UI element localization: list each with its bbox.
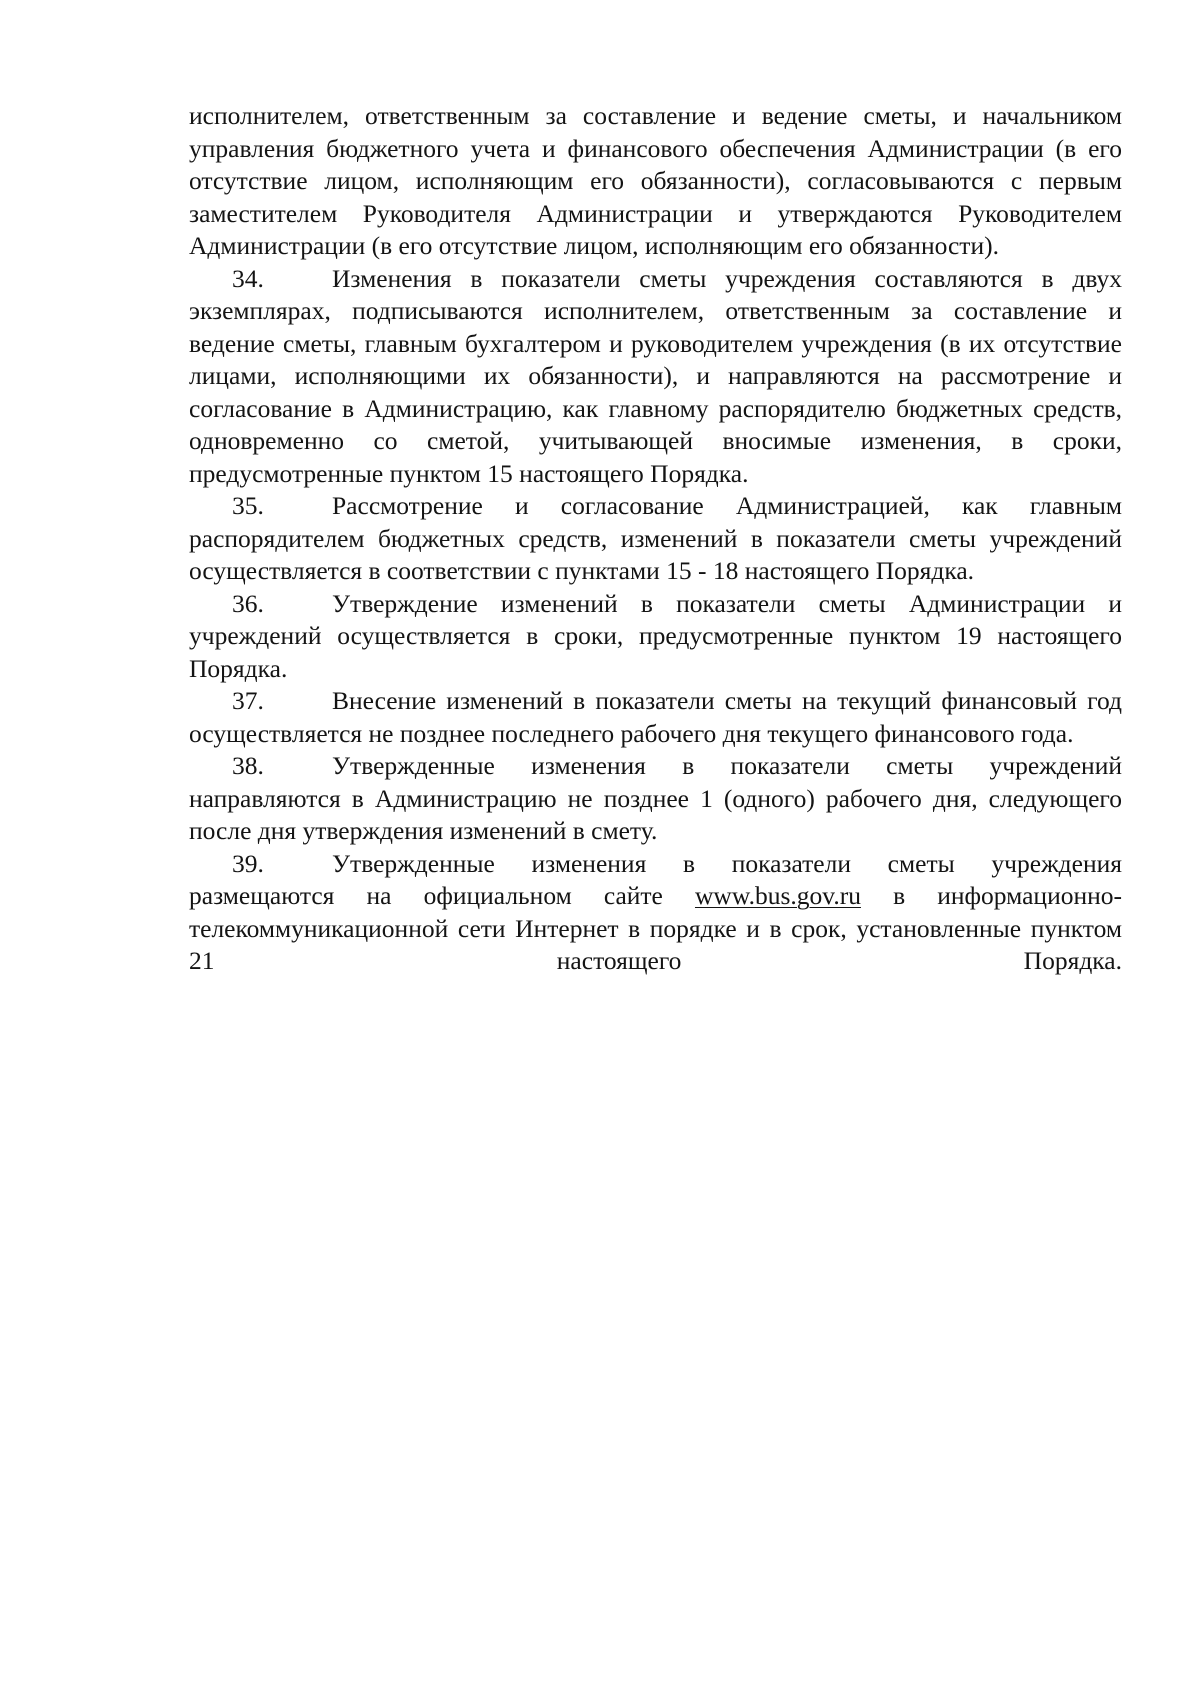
clause-text: Утвержденные изменения в показатели сметы учреждения размещаются на официальном сайте [189,848,1122,910]
clause-text-continued: в информационно-телекоммуникационной сети Интернет в порядке и в срок, установленные пунктом 21 настоящего Порядка. [189,881,1122,975]
clause-38 [189,750,1122,848]
clause-39 [189,848,1122,978]
document-page [189,100,1122,978]
intro-paragraph: исполнителем, ответственным за составление и ведение сметы, и начальником управления бюджетного учета и финансового обеспечения Администрации (в его отсутствие лицом, исполняющим его обязанности), согласовываются с первым заместителем Руководителя Администрации и утверждаются Руководителем Администрации (в его отсутствие лицом, исполняющим его обязанности). [189,101,1122,260]
clause-34 [189,263,1122,491]
clause-text: Утвержденные изменения в показатели сметы учреждений направляются в Администрацию не позднее 1 (одного) рабочего дня, следующего после дня утверждения изменений в смету. [189,751,1122,845]
clause-text: Утверждение изменений в показатели сметы Администрации и учреждений осуществляется в сроки, предусмотренные пунктом 19 настоящего Порядка. [189,588,1122,683]
clause-36 [189,588,1122,686]
website-link[interactable]: www.bus.gov.ru [694,881,861,910]
clause-number: 37. [232,686,264,715]
clause-number: 39. [232,848,264,878]
clause-text: Изменения в показатели сметы учреждения составляются в двух экземплярах, подписываются исполнителем, ответственным за составление и ведение сметы, главным бухгалтером и руководителем учреждения (в их отсутствие лицами, исполняющими их обязанности), и направляются на рассмотрение и согласование в Администрацию, как главному распорядителю бюджетных средств, одновременно со сметой, учитывающей вносимые изменения, в сроки, предусмотренные пунктом 15 настоящего Порядка. [189,263,1122,488]
clause-text: Внесение изменений в показатели сметы на текущий финансовый год осуществляется не позднее последнего рабочего дня текущего финансового года. [189,686,1122,748]
clause-text: Рассмотрение и согласование Администрацией, как главным распорядителем бюджетных средств, изменений в показатели сметы учреждений осуществляется в соответствии с пунктами 15 - 18 настоящего Порядка. [189,491,1122,585]
clause-number: 35. [232,491,264,520]
clause-number: 36. [232,588,264,618]
clause-35 [189,490,1122,588]
clause-number: 38. [232,751,264,780]
clause-number: 34. [232,263,264,293]
clause-37 [189,685,1122,750]
